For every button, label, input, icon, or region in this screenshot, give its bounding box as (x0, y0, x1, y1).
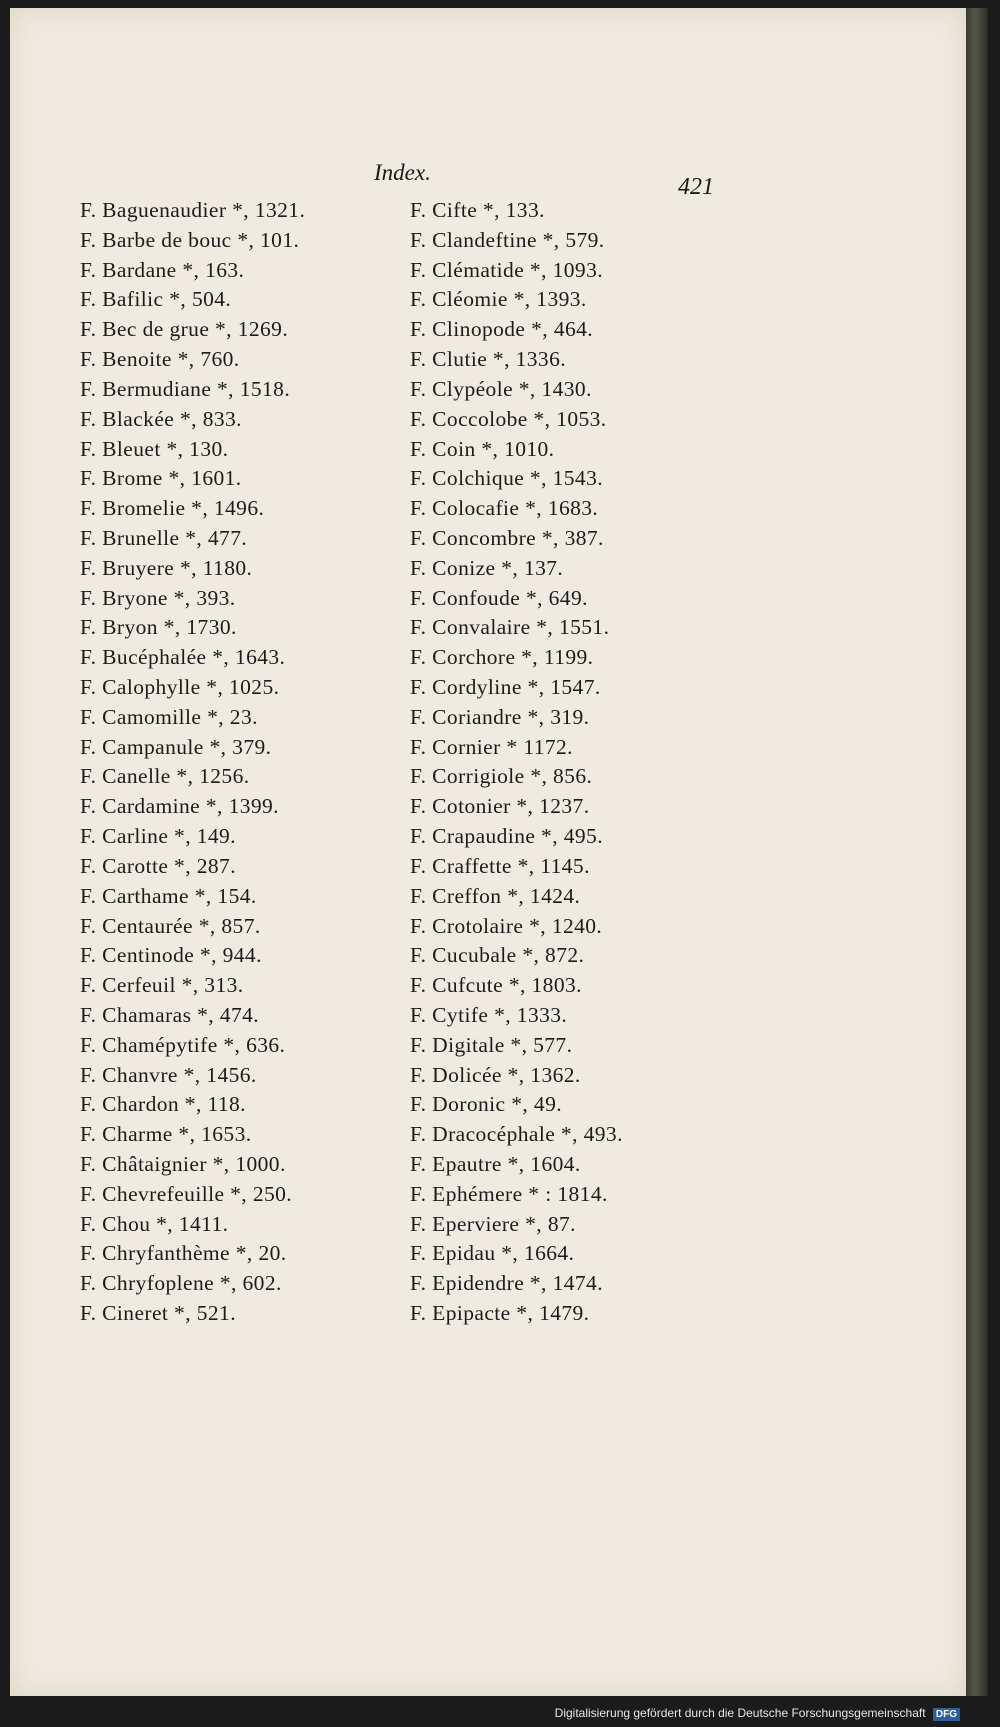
credit-text: Digitalisierung gefördert durch die Deutsche Forschungsgemeinschaft (554, 1706, 926, 1720)
index-entry: F. Bardane *, 163. (80, 257, 245, 282)
index-column-right (410, 196, 730, 1329)
index-entry: F. Brome *, 1601. (80, 466, 242, 491)
index-entry: F. Cufcute *, 1803. (410, 973, 582, 998)
page-title: Index. (374, 160, 431, 185)
index-entry: F. Calophylle *, 1025. (80, 675, 280, 699)
index-entry: F. Carotte *, 287. (80, 853, 236, 878)
index-entry: F. Concombre *, 387. (410, 525, 604, 550)
index-entry: F. Crotolaire *, 1240. (410, 913, 603, 938)
index-entry: F. Eperviere *, 87. (410, 1211, 576, 1236)
index-entry: F. Epidendre *, 1474. (410, 1271, 603, 1296)
book-spine-edge (966, 8, 988, 1696)
index-entry: F. Cotonier *, 1237. (410, 794, 590, 819)
index-entry: F. Bermudiane *, 1518. (80, 376, 291, 401)
index-entry: F. Colocafie *, 1683. (410, 496, 599, 521)
index-entry: F. Clématide *, 1093. (410, 257, 603, 282)
index-entry: F. Chryfanthème *, 20. (80, 1241, 287, 1266)
index-entry: F. Châtaignier *, 1000. (80, 1152, 286, 1176)
index-entry: F. Brunelle *, 477. (80, 525, 248, 550)
index-entry: F. Cifte *, 133. (410, 198, 545, 222)
index-entry: F. Bromelie *, 1496. (80, 496, 265, 521)
index-entry: F. Epautre *, 1604. (410, 1152, 581, 1176)
index-entry: F. Ephémere * : 1814. (410, 1181, 608, 1206)
index-entry: F. Coccolobe *, 1053. (410, 406, 607, 431)
index-entry: F. Corrigiole *, 856. (410, 764, 593, 789)
index-entry: F. Craffette *, 1145. (410, 853, 590, 878)
index-entry: F. Corchore *, 1199. (410, 645, 594, 670)
index-entry: F. Cerfeuil *, 313. (80, 973, 244, 998)
index-entry: F. Creffon *, 1424. (410, 883, 581, 908)
index-entry: F. Chamaras *, 474. (80, 1002, 260, 1027)
index-entry: F. Centaurée *, 857. (80, 913, 261, 938)
index-entry: F. Cléomie *, 1393. (410, 287, 587, 312)
index-entry: F. Chamépytife *, 636. (80, 1032, 286, 1057)
index-entry: F. Chou *, 1411. (80, 1211, 229, 1236)
index-entry: F. Benoite *, 760. (80, 347, 240, 372)
index-column-left (80, 196, 410, 1329)
index-entry: F. Cucubale *, 872. (410, 943, 585, 968)
index-entry: F. Digitale *, 577. (410, 1032, 573, 1057)
index-entry: F. Charme *, 1653. (80, 1122, 252, 1147)
index-entry: F. Bafilic *, 504. (80, 287, 232, 312)
index-entry: F. Campanule *, 379. (80, 734, 272, 759)
index-entry: F. Baguenaudier *, 1321. (80, 198, 306, 222)
index-entry: F. Chanvre *, 1456. (80, 1062, 257, 1087)
index-entry: F. Carthame *, 154. (80, 883, 257, 908)
index-entry: F. Carline *, 149. (80, 824, 236, 849)
digitization-credit (555, 1706, 960, 1721)
index-entry: F. Bryon *, 1730. (80, 615, 237, 640)
index-entry: F. Clypéole *, 1430. (410, 376, 592, 401)
index-entry: F. Chryfoplene *, 602. (80, 1271, 282, 1296)
index-entry: F. Camomille *, 23. (80, 704, 258, 729)
index-entry: F. Cardamine *, 1399. (80, 794, 279, 819)
index-entry: F. Confoude *, 649. (410, 585, 588, 610)
index-entry: F. Coin *, 1010. (410, 436, 555, 461)
index-entry: F. Barbe de bouc *, 101. (80, 227, 300, 252)
index-entry: F. Bryone *, 393. (80, 585, 236, 610)
index-entry: F. Epipacte *, 1479. (410, 1301, 590, 1326)
index-entry: F. Cytife *, 1333. (410, 1002, 568, 1027)
index-entry: F. Bruyere *, 1180. (80, 555, 253, 580)
index-entry: F. Dolicée *, 1362. (410, 1062, 581, 1087)
index-entry: F. Chardon *, 118. (80, 1092, 246, 1117)
index-entry: F. Clinopode *, 464. (410, 317, 594, 342)
index-entry: F. Crapaudine *, 495. (410, 824, 603, 849)
index-entry: F. Colchique *, 1543. (410, 466, 604, 491)
index-entry: F. Conize *, 137. (410, 555, 564, 580)
index-entry: F. Dracocéphale *, 493. (410, 1122, 623, 1147)
index-entry: F. Centinode *, 944. (80, 943, 262, 968)
index-entry: F. Doronic *, 49. (410, 1092, 562, 1117)
page-number: 421 (678, 174, 714, 200)
index-entry: F. Chevrefeuille *, 250. (80, 1181, 293, 1206)
index-entry: F. Epidau *, 1664. (410, 1241, 575, 1266)
index-entry: F. Canelle *, 1256. (80, 764, 250, 789)
dfg-logo: DFG (933, 1708, 960, 1721)
index-entry: F. Cordyline *, 1547. (410, 675, 601, 699)
index-entry: F. Cornier * 1172. (410, 734, 573, 759)
index-entry: F. Cineret *, 521. (80, 1301, 236, 1326)
index-entry: F. Clutie *, 1336. (410, 347, 566, 372)
index-entry: F. Blackée *, 833. (80, 406, 242, 431)
index-entry: F. Convalaire *, 1551. (410, 615, 610, 640)
index-entry: F. Bleuet *, 130. (80, 436, 229, 461)
index-entry: F. Coriandre *, 319. (410, 704, 590, 729)
index-entry: F. Bucéphalée *, 1643. (80, 645, 286, 670)
index-entry: F. Clandeftine *, 579. (410, 227, 605, 252)
index-entry: F. Bec de grue *, 1269. (80, 317, 289, 342)
